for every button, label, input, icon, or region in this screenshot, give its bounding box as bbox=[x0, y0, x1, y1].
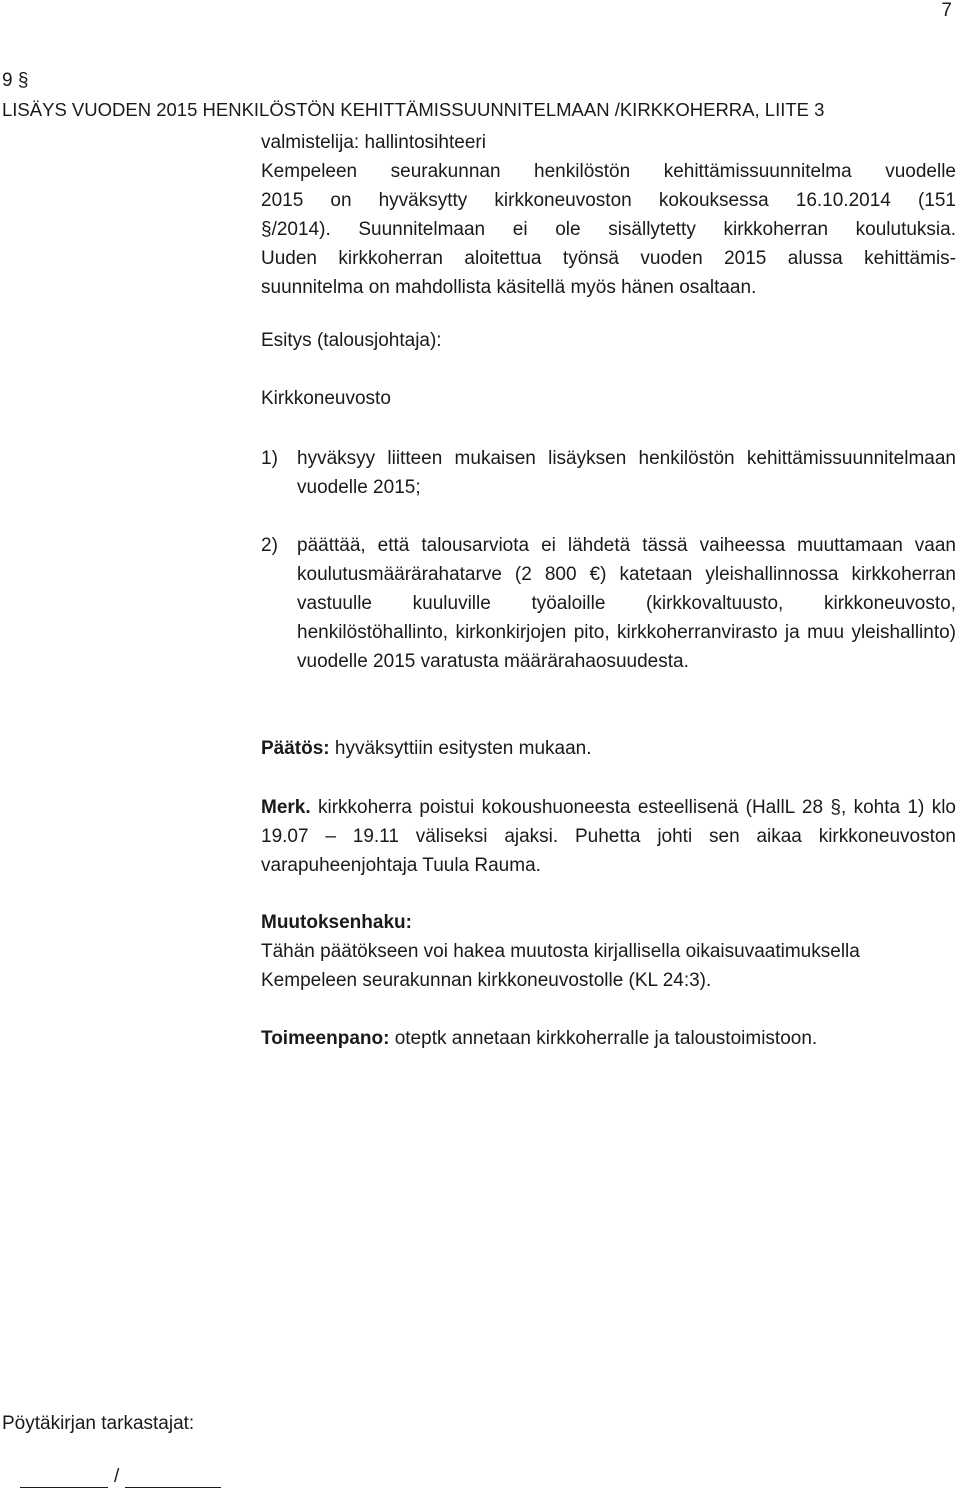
execution-line bbox=[261, 1024, 956, 1053]
preparer-line: valmistelija: hallintosihteeri bbox=[261, 132, 486, 153]
execution-label: Toimeenpano: bbox=[261, 1028, 390, 1049]
background-line: 2015 on hyväksytty kirkkoneuvoston kokouksessa 16.10.2014 (151 bbox=[261, 190, 956, 211]
decision-label: Päätös: bbox=[261, 738, 330, 759]
item-text: päättää, että talousarviota ei lähdetä tässä vaiheessa muuttamaan vaan koulutusmäärärahatarve (2 800 €) katetaan yleishallinnossa kirkkoherran vastuulle kuuluville työaloille (kirkkovaltuusto, kirkkoneuvosto, henkilöstöhallinto, kirkonkirjojen pito, kirkkoherranvirasto ja muu yleishallinto) vuodelle 2015 varatusta määrärahaosuudesta. bbox=[297, 535, 956, 672]
signature-slash: / bbox=[114, 1466, 120, 1487]
item-number: 1) bbox=[261, 448, 278, 469]
note-paragraph bbox=[261, 793, 956, 880]
background-line: §/2014). Suunnitelmaan ei ole sisällytetty kirkkoherran koulutuksia. bbox=[261, 219, 956, 240]
decision-item bbox=[261, 531, 956, 676]
proposal-label: Esitys bbox=[261, 330, 312, 351]
note-label: Merk. bbox=[261, 797, 311, 818]
background-paragraph bbox=[261, 157, 956, 302]
decision-text: hyväksyttiin esitysten mukaan. bbox=[329, 738, 592, 759]
proposal-heading bbox=[261, 326, 956, 355]
background-line: Kempeleen seurakunnan henkilöstön kehittämissuunnitelma vuodelle bbox=[261, 161, 956, 182]
signature-line bbox=[20, 1465, 108, 1488]
signature-line bbox=[125, 1465, 221, 1488]
proposal-body: Kirkkoneuvosto bbox=[261, 388, 391, 409]
execution-text: oteptk annetaan kirkkoherralle ja taloustoimistoon. bbox=[389, 1028, 818, 1049]
proposal-label-rest: (talousjohtaja): bbox=[311, 330, 442, 351]
section-number: 9 § bbox=[2, 70, 29, 91]
background-line: suunnitelma on mahdollista käsitellä myös hänen osaltaan. bbox=[261, 277, 757, 298]
appeal-line: Kempeleen seurakunnan kirkkoneuvostolle (KL 24:3). bbox=[261, 970, 712, 991]
appeal-label: Muutoksenhaku: bbox=[261, 912, 412, 933]
item-number: 2) bbox=[261, 535, 278, 556]
section-title: LISÄYS VUODEN 2015 HENKILÖSTÖN KEHITTÄMISSUUNNITELMAAN /KIRKKOHERRA, LIITE 3 bbox=[2, 99, 825, 120]
decision-line bbox=[261, 734, 956, 763]
appeal-section bbox=[261, 908, 956, 995]
appeal-line: Tähän päätökseen voi hakea muutosta kirjallisella oikaisuvaatimuksella bbox=[261, 941, 860, 962]
signature-lines bbox=[20, 1465, 221, 1488]
decision-item bbox=[261, 444, 956, 502]
item-text: hyväksyy liitteen mukaisen lisäyksen henkilöstön kehittämissuunnitelmaan vuodelle 2015; bbox=[297, 448, 956, 498]
page-number: 7 bbox=[941, 0, 952, 21]
background-line: Uuden kirkkoherran aloitettua työnsä vuoden 2015 alussa kehittämis- bbox=[261, 248, 956, 269]
footer-label: Pöytäkirjan tarkastajat: bbox=[2, 1413, 195, 1434]
note-text: kirkkoherra poistui kokoushuoneesta esteellisenä (HallL 28 §, kohta 1) klo 19.07 – 19.11 väliseksi ajaksi. Puhetta johti sen aikaa kirkkoneuvoston varapuheenjohtaja Tuula Rauma. bbox=[261, 797, 956, 876]
